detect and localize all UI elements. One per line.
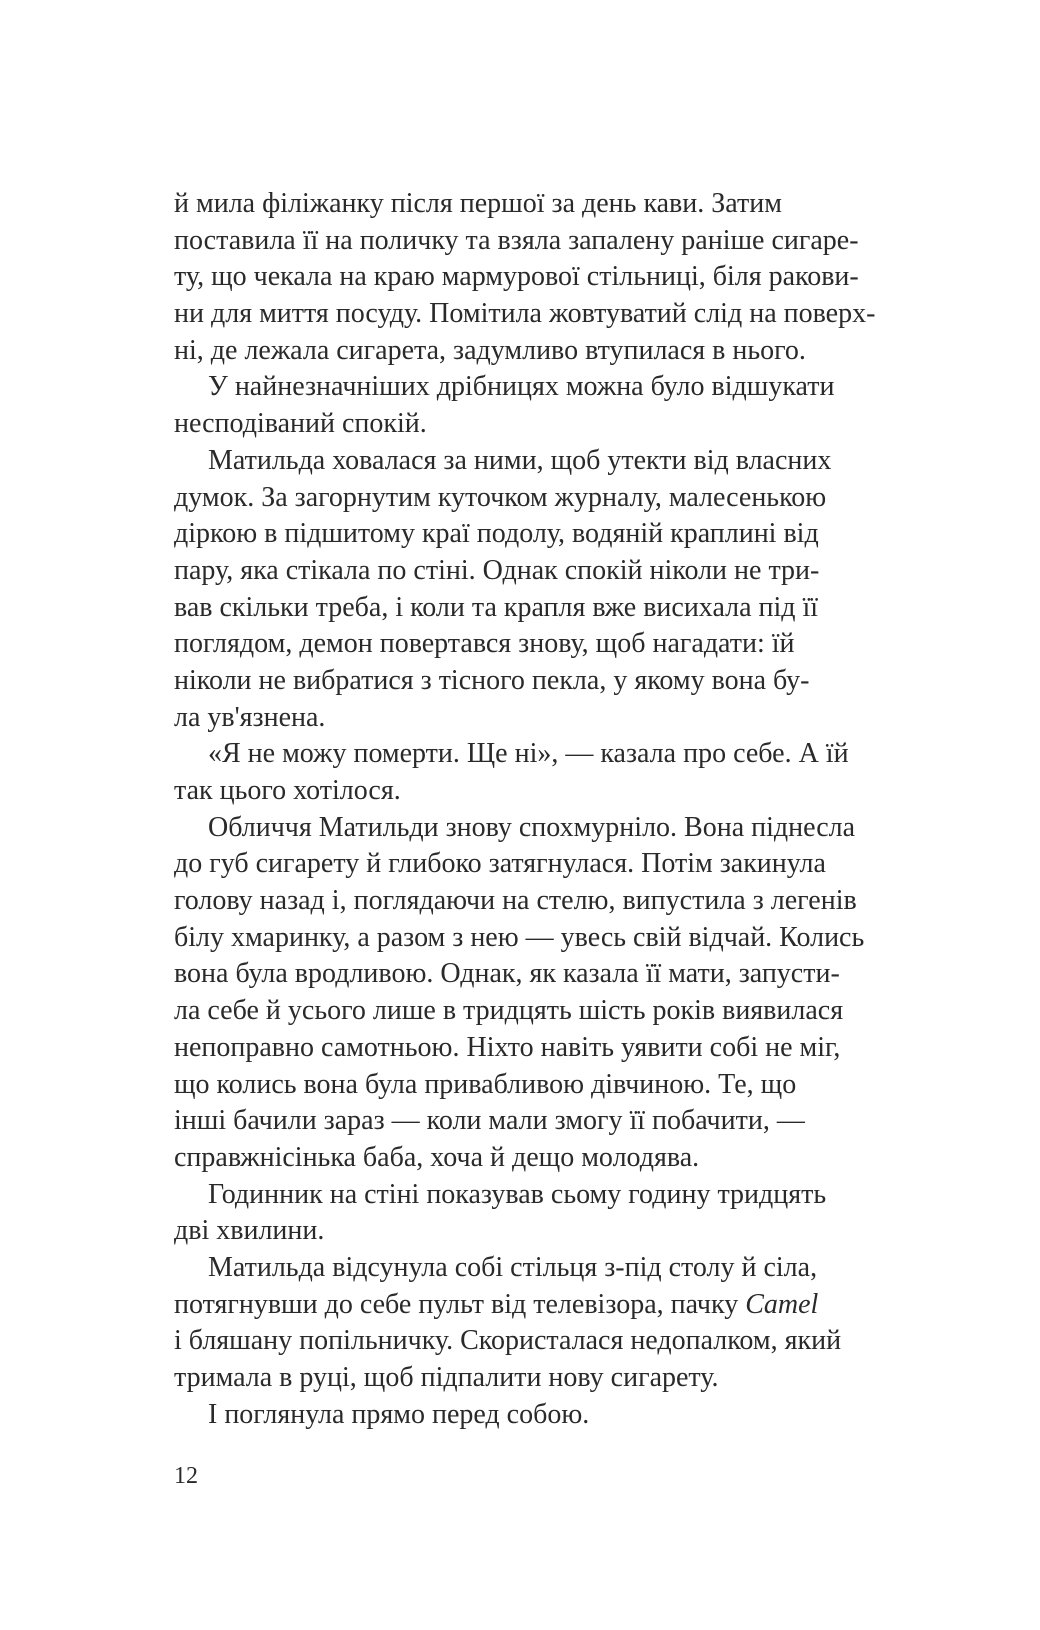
text-line xyxy=(174,333,920,370)
text-line xyxy=(174,993,920,1030)
line-text: справжнісінька баба, хоча й дещо молодява. xyxy=(174,1141,700,1173)
line-text: ни для миття посуду. Помітила жовтуватий слід на поверх- xyxy=(174,298,876,330)
text-line xyxy=(174,1360,920,1397)
line-text: потягнувши до себе пульт від телевізора, пачку xyxy=(174,1288,746,1320)
line-text: непоправно самотньою. Ніхто навіть уявити собі не міг, xyxy=(174,1031,841,1063)
paragraph-first-line xyxy=(174,1250,920,1287)
line-text: Матильда ховалася за ними, щоб утекти від власних xyxy=(208,444,832,476)
line-text: Матильда відсунула собі стільця з-під столу й сіла, xyxy=(208,1251,818,1283)
text-line xyxy=(174,553,920,590)
line-text: вав скільки треба, і коли та крапля вже висихала під її xyxy=(174,591,819,623)
text-line xyxy=(174,846,920,883)
line-text: Обличчя Матильди знову спохмурніло. Вона піднесла xyxy=(208,811,856,843)
text-line xyxy=(174,956,920,993)
text-line xyxy=(174,700,920,737)
line-text: до губ сигарету й глибоко затягнулася. Потім закинула xyxy=(174,848,826,880)
line-text: «Я не можу померти. Ще ні», — казала про себе. А їй xyxy=(208,738,849,770)
text-line xyxy=(174,773,920,810)
line-text: думок. За загорнутим куточком журналу, малесенькою xyxy=(174,481,827,513)
line-text: тримала в руці, щоб підпалити нову сигарету. xyxy=(174,1362,719,1393)
paragraph-first-line xyxy=(174,443,920,480)
line-text: ла себе й усього лише в тридцять шість років виявилася xyxy=(174,995,844,1027)
line-text: діркою в підшитому краї подолу, водяній краплині від xyxy=(174,518,819,550)
line-text: поставила її на поличку та взяла запалену раніше сигаре- xyxy=(174,224,859,256)
line-text: ні, де лежала сигарета, задумливо втупилася в нього. xyxy=(174,334,806,366)
paragraph-first-line xyxy=(174,736,920,773)
text-line xyxy=(174,1323,920,1360)
text-line xyxy=(174,480,920,517)
brand-name-italic: Camel xyxy=(745,1288,819,1320)
line-text: ніколи не вибратися з тісного пекла, у якому вона бу- xyxy=(174,664,810,696)
text-line xyxy=(174,516,920,553)
text-line xyxy=(174,296,920,333)
text-line xyxy=(174,1287,920,1324)
text-line xyxy=(174,590,920,627)
page-number: 12 xyxy=(174,1463,198,1489)
body-text xyxy=(174,186,920,1433)
text-line xyxy=(174,1067,920,1104)
line-text: ту, що чекала на краю мармурової стільниці, біля ракови- xyxy=(174,261,859,293)
text-line xyxy=(174,626,920,663)
text-line xyxy=(174,223,920,260)
line-text: що колись вона була привабливою дівчиною. Те, що xyxy=(174,1068,797,1100)
text-line xyxy=(174,259,920,296)
line-text: пару, яка стікала по стіні. Однак спокій ніколи не три- xyxy=(174,554,820,586)
line-text: Годинник на стіні показував сьому годину тридцять xyxy=(208,1178,827,1210)
text-line xyxy=(174,406,920,443)
text-line xyxy=(174,1140,920,1177)
line-text: І поглянула прямо перед собою. xyxy=(208,1398,590,1430)
line-text: так цього хотілося. xyxy=(174,775,401,806)
line-text: ла ув'язнена. xyxy=(174,701,326,733)
paragraph-first-line xyxy=(174,1177,920,1214)
text-line xyxy=(174,883,920,920)
text-line xyxy=(174,663,920,700)
line-text: несподіваний спокій. xyxy=(174,408,427,440)
text-line xyxy=(174,186,920,223)
paragraph-first-line xyxy=(174,810,920,847)
line-text: білу хмаринку, а разом з нею — увесь свій відчай. Колись xyxy=(174,921,865,953)
line-text: вона була вродливою. Однак, як казала її мати, запусти- xyxy=(174,958,840,990)
text-line xyxy=(174,1030,920,1067)
text-line xyxy=(174,920,920,957)
line-text: і бляшану попільничку. Скористалася недопалком, який xyxy=(174,1325,842,1357)
paragraph-first-line xyxy=(174,369,920,406)
line-text: інші бачили зараз — коли мали змогу її побачити, — xyxy=(174,1105,805,1137)
text-line xyxy=(174,1103,920,1140)
paragraph-first-line xyxy=(174,1397,920,1434)
line-text: поглядом, демон повертався знову, щоб нагадати: їй xyxy=(174,628,795,660)
line-text: й мила філіжанку після першої за день кави. Затим xyxy=(174,188,782,219)
text-line xyxy=(174,1213,920,1250)
line-text: голову назад і, поглядаючи на стелю, випустила з легенів xyxy=(174,885,857,917)
line-text: У найнезначніших дрібницях можна було відшукати xyxy=(208,371,835,403)
line-text: дві хвилини. xyxy=(174,1215,325,1247)
